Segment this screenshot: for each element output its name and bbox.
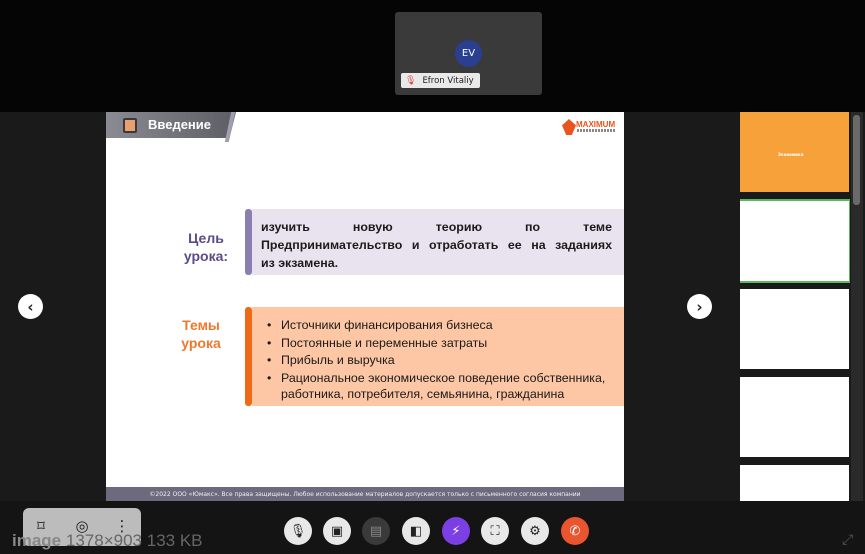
participant-name-tag bbox=[401, 73, 480, 88]
topics-list bbox=[264, 317, 614, 404]
logo-mark-icon bbox=[562, 119, 576, 135]
logo-text: MAXIMUM bbox=[576, 120, 616, 129]
goal-label-line: Цель bbox=[188, 230, 224, 246]
thumbnail-5[interactable] bbox=[740, 465, 849, 501]
bookmark-icon[interactable]: ⌑ bbox=[37, 517, 45, 535]
topic-item: • Источники финансирования бизнеса bbox=[264, 317, 614, 334]
image-dimensions: 1378×903 bbox=[65, 531, 142, 550]
goal-text-line: из экзамена. bbox=[261, 256, 339, 270]
effects-button[interactable] bbox=[442, 517, 470, 545]
chevron-left-icon: ‹ bbox=[27, 297, 34, 316]
topic-item: • Постоянные и переменные затраты bbox=[264, 335, 614, 352]
logo-tagline bbox=[577, 129, 615, 132]
topic-item: • Прибыль и выручка bbox=[264, 352, 614, 369]
prev-slide-button[interactable] bbox=[18, 294, 43, 319]
image-name: image bbox=[12, 531, 62, 550]
thumbnail-4[interactable] bbox=[740, 377, 849, 457]
video-off-icon: ▣ bbox=[330, 523, 344, 539]
presentation-slide bbox=[106, 112, 624, 501]
topic-item: • Рациональное экономическое поведение собственника, работника, потребителя, семьянина, гражданина bbox=[264, 370, 614, 403]
next-slide-button[interactable] bbox=[687, 294, 712, 319]
topics-label-line: Темы bbox=[182, 317, 220, 333]
topics-label bbox=[161, 316, 241, 352]
topics-accent-bar bbox=[245, 307, 252, 406]
slide-title: Введение bbox=[148, 117, 211, 132]
screen-share-button[interactable] bbox=[362, 517, 390, 545]
topics-label-line: урока bbox=[181, 335, 221, 351]
video-toggle-button[interactable] bbox=[323, 517, 351, 545]
goal-text-line: Предпринимательство и отработать ее на заданиях bbox=[261, 238, 612, 252]
slide-thumbnails bbox=[740, 112, 850, 501]
gear-icon: ⚙ bbox=[529, 523, 541, 539]
phone-end-icon: ✆ bbox=[569, 523, 581, 539]
lightning-icon: ⚡ bbox=[451, 523, 461, 539]
goal-text-box bbox=[252, 209, 624, 275]
goal-label bbox=[166, 229, 246, 265]
fullscreen-icon: ⛶ bbox=[490, 523, 500, 539]
maximum-logo bbox=[562, 119, 618, 137]
thumbnail-2[interactable] bbox=[740, 201, 849, 281]
settings-button[interactable] bbox=[521, 517, 549, 545]
chevron-right-icon: › bbox=[696, 297, 703, 316]
goal-label-line: урока: bbox=[183, 248, 229, 264]
goal-text-line: изучить новую теорию по теме bbox=[261, 220, 612, 234]
participant-avatar: EV bbox=[455, 40, 482, 67]
thumbnail-1[interactable] bbox=[740, 112, 849, 192]
mic-toggle-button[interactable] bbox=[284, 517, 312, 545]
camera-icon[interactable]: ◎ bbox=[75, 517, 89, 535]
layout-icon: ◧ bbox=[409, 523, 423, 539]
mic-muted-icon: 🎙 bbox=[405, 75, 417, 86]
layout-button[interactable] bbox=[402, 517, 430, 545]
hangup-button[interactable] bbox=[561, 517, 589, 545]
thumbnail-3[interactable] bbox=[740, 289, 849, 369]
book-icon bbox=[123, 118, 137, 133]
screen-share-icon: ▤ bbox=[369, 523, 383, 539]
goal-accent-bar bbox=[245, 209, 252, 275]
fullscreen-button[interactable] bbox=[481, 517, 509, 545]
scrollbar-thumb[interactable] bbox=[853, 115, 860, 205]
slide-footer: ©2022 ООО «Юмакс». Все права защищены. Любое использование материалов допускается только с письменного согласия компании bbox=[106, 487, 624, 501]
expand-icon[interactable]: ⤢ bbox=[842, 532, 854, 548]
image-size: 133 KB bbox=[146, 531, 203, 550]
participant-name: Efron Vitaliy bbox=[422, 75, 474, 86]
mic-off-icon: 🎙 bbox=[289, 523, 307, 539]
thumbnail-title: Экономика bbox=[778, 152, 804, 157]
more-options-icon[interactable]: ⋮ bbox=[114, 517, 130, 535]
image-meta bbox=[12, 531, 203, 551]
